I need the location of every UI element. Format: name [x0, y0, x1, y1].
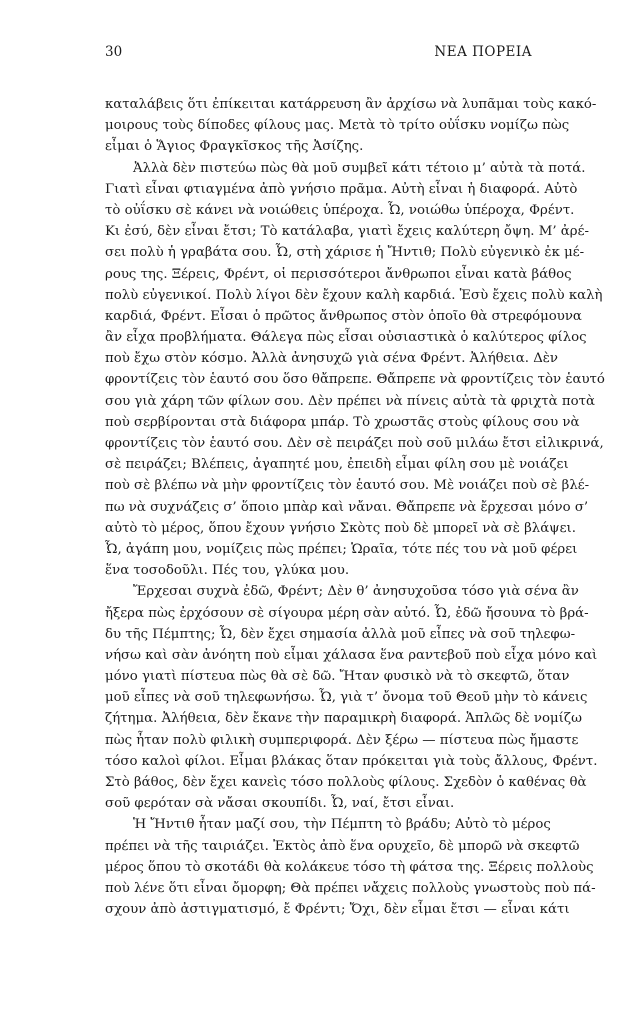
text-line: Κι ἐσύ, δὲν εἶναι ἔτσι; Τὸ κατάλαβα, γιατὶ ἔχεις καλύτερη ὄψη. Μ’ ἀρέ- [105, 224, 589, 240]
text-line: σου γιὰ χάρη τῶν φίλων σου. Δὲν πρέπει νὰ πίνεις αὐτὰ τὰ φριχτὰ ποτὰ [105, 393, 595, 409]
text-line: Στὸ βάθος, δὲν ἔχει κανεὶς τόσο πολλοὺς φίλους. Σχεδὸν ὁ καθένας θὰ [105, 775, 587, 790]
text-line: Ἔρχεσαι συχνὰ ἐδῶ, Φρέντ; Δὲν θ’ ἀνησυχοῦσα τόσο γιὰ σένα ἂν [133, 584, 579, 600]
text-line: σὲ πειράζει; Βλέπεις, ἀγαπητέ μου, ἐπειδὴ εἶμαι φίλη σου μὲ νοιάζει [105, 457, 569, 473]
text-line: Ἀλλὰ δὲν πιστεύω πὼς θὰ μοῦ συμβεῖ κάτι τέτοιο μ’ αὐτὰ τὰ ποτά. [133, 160, 586, 176]
text-line: νήσω καὶ σὰν ἀνόητη ποὺ εἶμαι χάλασα ἕνα ραντεβοῦ ποὺ εἶχα μόνο καὶ [105, 647, 598, 663]
text-line: σχουν ἀπὸ ἀστιγματισμό, ἔ Φρέντι; Ὄχι, δὲν εἶμαι ἔτσι — εἶναι κάτι [105, 902, 570, 918]
text-line: ποὺ σὲ βλέπω νὰ μὴν φροντίζεις τὸν ἑαυτό σου. Μὲ νοιάζει ποὺ σὲ βλέ- [105, 478, 590, 494]
text-line: ἂν εἶχα προβλήματα. Θάλεγα πὼς εἶσαι οὐσιαστικὰ ὁ καλύτερος φίλος [105, 330, 587, 346]
text-line: πω νὰ συχνάζεις σ’ ὅποιο μπὰρ καὶ νἄναι. Θἄπρεπε νὰ ἔρχεσαι μόνο σ’ [105, 499, 589, 515]
text-line: καρδιά, Φρέντ. Εἶσαι ὁ πρῶτος ἄνθρωπος στὸν ὁποῖο θὰ στρεφόμουνα [105, 308, 582, 324]
text-line: Ὦ, ἀγάπη μου, νομίζεις πὼς πρέπει; Ὡραῖα, τότε πές του νὰ μοῦ φέρει [105, 541, 578, 557]
text-line: φροντίζεις τὸν ἑαυτό σου ὅσο θἄπρεπε. Θἄπρεπε νὰ φροντίζεις τὸν ἑαυτό [105, 372, 605, 388]
text-line: φροντίζεις τὸν ἑαυτό σου. Δὲν σὲ πειράζει ποὺ σοῦ μιλάω ἔτσι εἰλικρινά, [105, 436, 604, 451]
text-line: πὼς ἦταν πολὺ φιλικὴ συμπεριφορά. Δὲν ξέρω — πίστευα πὼς ἤμαστε [105, 732, 579, 748]
text-line: ρους της. Ξέρεις, Φρέντ, οἱ περισσότεροι ἄνθρωποι εἶναι κατὰ βάθος [105, 266, 572, 282]
text-line: ἕνα τοσοδοῦλι. Πές του, γλύκα μου. [105, 563, 350, 579]
text-line: εἶμαι ὁ Ἅγιος Φραγκῖσκος τῆς Ἀσίζης. [105, 139, 364, 155]
book-title: ΝΕΑ ΠΟΡΕΙΑ [434, 44, 532, 60]
text-line: μοιρους τοὺς δίποδες φίλους μας. Μετὰ τὸ τρίτο οὐΐσκυ νομίζω πὼς [105, 118, 570, 134]
text-line: μοῦ εἶπες νὰ σοῦ τηλεφωνήσω. Ὦ, γιὰ τ’ ὄνομα τοῦ Θεοῦ μὴν τὸ κάνεις [105, 690, 588, 706]
text-line: αὐτὸ τὸ μέρος, ὅπου ἔχουν γνήσιο Σκὸτς ποὺ δὲ μπορεῖ νὰ σὲ βλάψει. [105, 520, 576, 536]
text-line: μέρος ὅπου τὸ σκοτάδι θὰ κολάκευε τόσο τὴ φάτσα της. Ξέρεις πολλοὺς [105, 859, 594, 875]
text-line: ἤξερα πὼς ἐρχόσουν σὲ σίγουρα μέρη σὰν αὐτό. Ὦ, ἐδῶ ἤσουνα τὸ βρά- [105, 605, 589, 621]
text-line: ποὺ λένε ὅτι εἶναι ὄμορφη; Θὰ πρέπει νἄχεις πολλοὺς γνωστοὺς ποὺ πά- [105, 880, 596, 896]
text-line: σει πολὺ ἡ γραβάτα σου. Ὦ, στὴ χάρισε ἡ Ἤντιθ; Πολὺ εὐγενικὸ ἐκ μέ- [105, 245, 585, 261]
text-line: καταλάβεις ὅτι ἐπίκειται κατάρρευση ἂν ἀρχίσω νὰ λυπᾶμαι τοὺς κακό- [105, 97, 597, 112]
text-line: Γιατὶ εἶναι φτιαγμένα ἀπὸ γνήσιο πρᾶμα. Αὐτὴ εἶναι ἡ διαφορά. Αὐτὸ [105, 181, 578, 197]
text-line: τόσο καλοὶ φίλοι. Εἶμαι βλάκας ὅταν πρόκειται γιὰ τοὺς ἄλλους, Φρέντ. [105, 753, 598, 769]
text-line: ποὺ σερβίρονται στὰ διάφορα μπάρ. Τὸ χρωστᾶς στοὺς φίλους σου νὰ [105, 414, 580, 430]
body-text [105, 94, 605, 920]
text-line: μόνο γιατὶ πίστευα πὼς θὰ σὲ δῶ. Ἤταν φυσικὸ νὰ τὸ σκεφτῶ, ὅταν [105, 669, 570, 685]
text-line: πολὺ εὐγενικοί. Πολὺ λίγοι δὲν ἔχουν καλὴ καρδιά. Ἐσὺ ἔχεις πολὺ καλὴ [105, 287, 603, 303]
text-line: πρέπει νὰ τῆς ταιριάζει. Ἐκτὸς ἀπὸ ἕνα ορυχεῖο, δὲ μπορῶ νὰ σκεφτῶ [105, 838, 580, 854]
text-line: ποὺ ἔχω στὸν κόσμο. Ἀλλὰ ἀνησυχῶ γιὰ σένα Φρέντ. Ἀλήθεια. Δὲν [105, 351, 559, 367]
running-head [105, 44, 532, 64]
text-line: ζήτημα. Ἀλήθεια, δὲν ἔκανε τὴν παραμικρὴ διαφορά. Ἁπλῶς δὲ νομίζω [105, 711, 582, 727]
page-number: 30 [105, 44, 123, 60]
text-line: δυ τῆς Πέμπτης; Ὦ, δὲν ἔχει σημασία ἀλλὰ μοῦ εἶπες νὰ σοῦ τηλεφω- [105, 626, 576, 642]
text-line: σοῦ φερόταν σὰ νἄσαι σκουπίδι. Ὦ, ναί, ἔτσι εἶναι. [105, 796, 455, 812]
text-line: τὸ οὐΐσκυ σὲ κάνει νὰ νοιώθεις ὑπέροχα. Ὦ, νοιώθω ὑπέροχα, Φρέντ. [105, 202, 575, 218]
text-line: Ἡ Ἤντιθ ἦταν μαζί σου, τὴν Πέμπτη τὸ βράδυ; Αὐτὸ τὸ μέρος [133, 817, 551, 833]
